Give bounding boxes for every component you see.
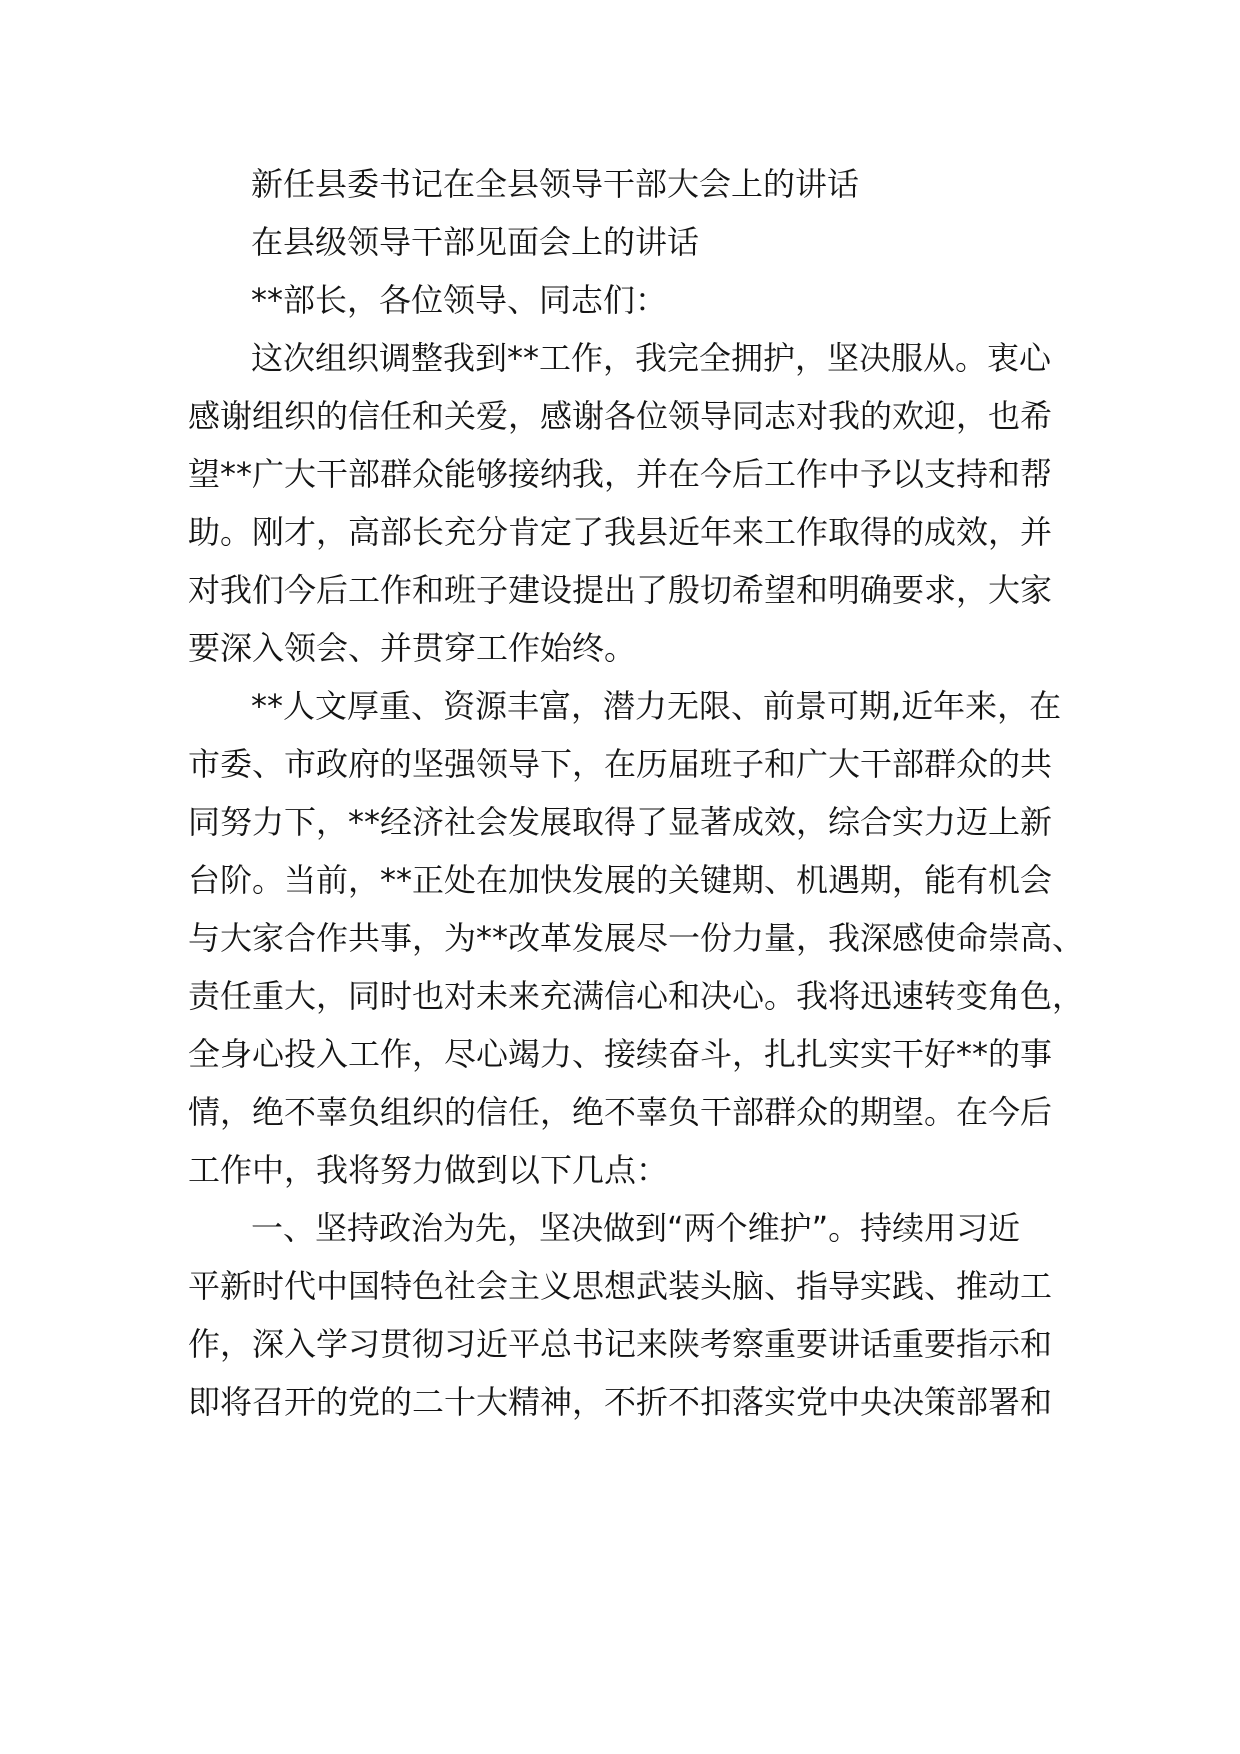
paragraph-3-line-4: 即将召开的党的二十大精神，不折不扣落实党中央决策部署和 xyxy=(188,1383,1053,1421)
document-title: 新任县委书记在全县领导干部大会上的讲话 xyxy=(251,165,860,203)
paragraph-2-line-4: 台阶。当前，**正处在加快发展的关键期、机遇期，能有机会 xyxy=(188,861,1053,899)
paragraph-2-line-9: 工作中，我将努力做到以下几点： xyxy=(188,1151,669,1189)
paragraph-2-line-3: 同努力下，**经济社会发展取得了显著成效，综合实力迈上新 xyxy=(188,803,1053,841)
paragraph-1-line-6: 要深入领会、并贯穿工作始终。 xyxy=(188,629,637,667)
paragraph-2-line-8: 情，绝不辜负组织的信任，绝不辜负干部群众的期望。在今后 xyxy=(188,1093,1053,1131)
paragraph-3-line-1: 一、坚持政治为先，坚决做到“两个维护”。持续用习近 xyxy=(251,1209,1021,1247)
document-subtitle: 在县级领导干部见面会上的讲话 xyxy=(251,223,700,261)
paragraph-2-line-7: 全身心投入工作，尽心竭力、接续奋斗，扎扎实实干好**的事 xyxy=(188,1035,1053,1073)
paragraph-3-line-2: 平新时代中国特色社会主义思想武装头脑、指导实践、推动工 xyxy=(188,1267,1053,1305)
paragraph-2-line-1: **人文厚重、资源丰富，潜力无限、前景可期,近年来，在 xyxy=(251,687,1062,725)
paragraph-2-line-6: 责任重大，同时也对未来充满信心和决心。我将迅速转变角色， xyxy=(188,977,1085,1015)
paragraph-2-line-5: 与大家合作共事，为**改革发展尽一份力量，我深感使命崇高、 xyxy=(188,919,1085,957)
paragraph-1-line-1: 这次组织调整我到**工作，我完全拥护，坚决服从。衷心 xyxy=(251,339,1052,377)
paragraph-1-line-2: 感谢组织的信任和关爱，感谢各位领导同志对我的欢迎，也希 xyxy=(188,397,1053,435)
paragraph-3-line-3: 作，深入学习贯彻习近平总书记来陕考察重要讲话重要指示和 xyxy=(188,1325,1053,1363)
paragraph-1-line-3: 望**广大干部群众能够接纳我，并在今后工作中予以支持和帮 xyxy=(188,455,1053,493)
salutation: **部长，各位领导、同志们： xyxy=(251,281,668,319)
paragraph-2-line-2: 市委、市政府的坚强领导下，在历届班子和广大干部群众的共 xyxy=(188,745,1053,783)
paragraph-1-line-4: 助。刚才，高部长充分肯定了我县近年来工作取得的成效，并 xyxy=(188,513,1053,551)
paragraph-1-line-5: 对我们今后工作和班子建设提出了殷切希望和明确要求，大家 xyxy=(188,571,1053,609)
